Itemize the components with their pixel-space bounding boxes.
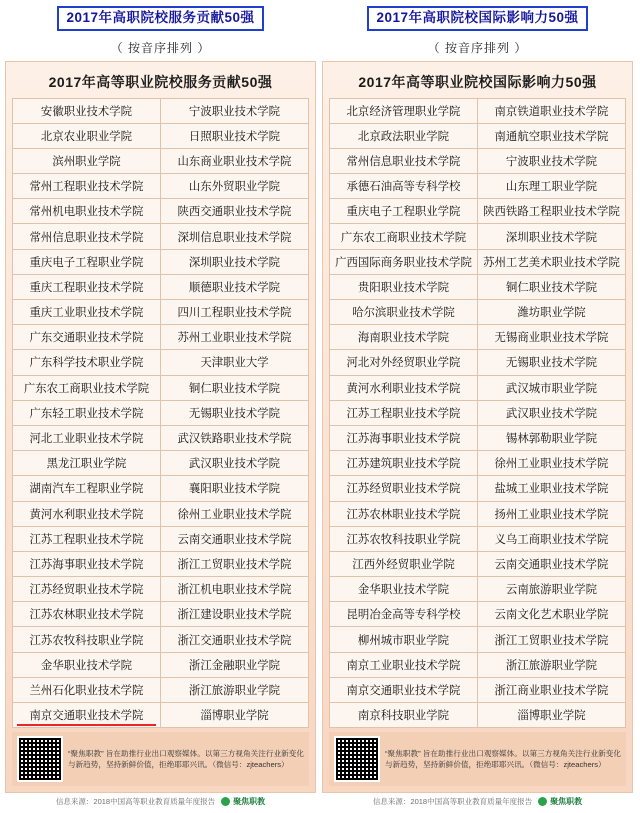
table-row [13, 224, 309, 249]
table-cell: 锡林郭勒职业学院 [478, 425, 626, 450]
table-row [13, 174, 309, 199]
left-banner [5, 6, 316, 31]
table-cell: 无锡职业技术学院 [161, 400, 309, 425]
table-cell: 深圳职业技术学院 [161, 249, 309, 274]
right-card [322, 61, 633, 793]
left-table-body [13, 98, 309, 728]
left-footer-text: “聚焦职教” 旨在助推行业出口观察媒体。以第三方视角关注行业新变化与新趋势，坚持新鲜价值，拒绝耶耶兴讯。（微信号：zjteachers） [68, 749, 304, 770]
table-cell: 云南文化艺术职业学院 [478, 602, 626, 627]
table-row [13, 98, 309, 123]
left-credit-source: 信息来源：2018中国高等职业教育质量年度报告 [55, 797, 216, 806]
right-brand-logo [538, 796, 582, 807]
right-table-body [330, 98, 626, 728]
table-row [330, 249, 626, 274]
table-row [13, 400, 309, 425]
table-row [13, 551, 309, 576]
table-cell: 重庆工程职业技术学院 [13, 274, 161, 299]
table-cell: 陕西铁路工程职业技术学院 [478, 199, 626, 224]
table-cell: 潍坊职业学院 [478, 300, 626, 325]
table-row [13, 602, 309, 627]
table-cell: 常州信息职业技术学院 [13, 224, 161, 249]
table-row [330, 375, 626, 400]
table-cell: 宁波职业技术学院 [161, 98, 309, 123]
table-cell: 黄河水利职业技术学院 [13, 501, 161, 526]
left-rank-table [12, 98, 309, 729]
table-cell: 徐州工业职业技术学院 [161, 501, 309, 526]
table-row [13, 325, 309, 350]
table-row [330, 627, 626, 652]
table-row [330, 703, 626, 728]
table-cell: 扬州工业职业技术学院 [478, 501, 626, 526]
table-cell: 昆明冶金高等专科学校 [330, 602, 478, 627]
table-cell: 深圳信息职业技术学院 [161, 224, 309, 249]
left-card [5, 61, 316, 793]
table-row [330, 174, 626, 199]
table-cell: 北京经济管理职业学院 [330, 98, 478, 123]
table-cell: 常州信息职业技术学院 [330, 148, 478, 173]
table-row [13, 148, 309, 173]
table-cell: 常州机电职业技术学院 [13, 199, 161, 224]
panel-international-influence [322, 4, 633, 809]
table-cell: 承德石油高等专科学校 [330, 174, 478, 199]
table-cell: 广东农工商职业技术学院 [13, 375, 161, 400]
right-footer [329, 732, 626, 786]
qr-code-icon[interactable] [17, 736, 63, 782]
table-cell: 广东交通职业技术学院 [13, 325, 161, 350]
table-cell: 江苏工程职业技术学院 [330, 400, 478, 425]
table-cell: 武汉铁路职业技术学院 [161, 425, 309, 450]
table-cell: 南京科技职业学院 [330, 703, 478, 728]
table-cell: 徐州工业职业技术学院 [478, 451, 626, 476]
table-row [13, 501, 309, 526]
table-cell: 山东外贸职业学院 [161, 174, 309, 199]
table-cell: 江苏经贸职业技术学院 [330, 476, 478, 501]
table-cell: 云南旅游职业学院 [478, 577, 626, 602]
table-cell: 武汉城市职业学院 [478, 375, 626, 400]
right-rank-table [329, 98, 626, 729]
table-row [330, 400, 626, 425]
table-cell: 重庆电子工程职业学院 [330, 199, 478, 224]
qr-code-icon[interactable] [334, 736, 380, 782]
table-row [330, 652, 626, 677]
table-row [13, 703, 309, 728]
table-cell: 苏州工艺美术职业技术学院 [478, 249, 626, 274]
left-brand-text: 聚焦职教 [233, 797, 266, 806]
table-row [13, 627, 309, 652]
table-cell: 金华职业技术学院 [330, 577, 478, 602]
table-cell: 武汉职业技术学院 [161, 451, 309, 476]
table-row [13, 375, 309, 400]
table-cell: 重庆电子工程职业学院 [13, 249, 161, 274]
table-row [330, 199, 626, 224]
table-row [13, 199, 309, 224]
table-cell: 南京交通职业技术学院 [330, 677, 478, 702]
table-row [330, 350, 626, 375]
table-cell: 广东农工商职业技术学院 [330, 224, 478, 249]
table-cell: 淄博职业学院 [161, 703, 309, 728]
right-banner [322, 6, 633, 31]
table-row [330, 98, 626, 123]
table-cell: 浙江交通职业技术学院 [161, 627, 309, 652]
brand-dot-icon [221, 797, 230, 806]
table-row [330, 577, 626, 602]
table-cell: 江苏农牧科技职业学院 [13, 627, 161, 652]
table-cell: 江苏海事职业技术学院 [330, 425, 478, 450]
table-cell: 广东科学技术职业学院 [13, 350, 161, 375]
table-cell: 江西外经贸职业学院 [330, 551, 478, 576]
table-row [330, 451, 626, 476]
left-credit [5, 793, 316, 809]
table-cell: 淄博职业学院 [478, 703, 626, 728]
table-row [330, 148, 626, 173]
table-cell: 天津职业大学 [161, 350, 309, 375]
table-cell: 盐城工业职业技术学院 [478, 476, 626, 501]
table-row [13, 274, 309, 299]
right-brand-text: 聚焦职教 [550, 797, 583, 806]
table-cell: 江苏工程职业技术学院 [13, 526, 161, 551]
table-cell: 贵阳职业技术学院 [330, 274, 478, 299]
table-cell: 浙江机电职业技术学院 [161, 577, 309, 602]
table-cell: 陕西交通职业技术学院 [161, 199, 309, 224]
table-row [330, 551, 626, 576]
table-cell: 江苏农林职业技术学院 [13, 602, 161, 627]
left-footer [12, 732, 309, 786]
right-card-title: 2017年高等职业院校国际影响力50强 [358, 73, 597, 90]
table-row [13, 526, 309, 551]
table-cell: 滨州职业学院 [13, 148, 161, 173]
table-row [330, 325, 626, 350]
table-row [330, 224, 626, 249]
table-cell: 山东理工职业学院 [478, 174, 626, 199]
table-cell: 安徽职业技术学院 [13, 98, 161, 123]
table-row [330, 677, 626, 702]
table-cell: 浙江建设职业技术学院 [161, 602, 309, 627]
table-row [13, 476, 309, 501]
table-row [13, 300, 309, 325]
table-cell: 浙江金融职业学院 [161, 652, 309, 677]
table-cell: 浙江旅游职业学院 [478, 652, 626, 677]
left-card-title: 2017年高等职业院校服务贡献50强 [48, 73, 273, 90]
table-cell: 铜仁职业技术学院 [161, 375, 309, 400]
left-banner-text: 2017年高职院校服务贡献50强 [57, 6, 263, 31]
table-row [13, 652, 309, 677]
left-subtitle: （ 按音序排列 ） [110, 40, 211, 55]
table-cell: 黑龙江职业学院 [13, 451, 161, 476]
table-cell: 浙江工贸职业技术学院 [161, 551, 309, 576]
table-row [13, 350, 309, 375]
table-cell: 河北对外经贸职业学院 [330, 350, 478, 375]
table-cell: 黄河水利职业技术学院 [330, 375, 478, 400]
table-row [330, 602, 626, 627]
table-cell: 江苏农牧科技职业学院 [330, 526, 478, 551]
table-row [330, 526, 626, 551]
table-row [13, 425, 309, 450]
table-row [13, 577, 309, 602]
table-cell: 江苏海事职业技术学院 [13, 551, 161, 576]
table-cell: 金华职业技术学院 [13, 652, 161, 677]
right-footer-text: “聚焦职教” 旨在助推行业出口观察媒体。以第三方视角关注行业新变化与新趋势，坚持新鲜价值，拒绝耶耶兴讯。（微信号：zjteachers） [385, 749, 621, 770]
table-cell: 哈尔滨职业技术学院 [330, 300, 478, 325]
table-cell: 海南职业技术学院 [330, 325, 478, 350]
table-cell: 南京铁道职业技术学院 [478, 98, 626, 123]
table-cell: 柳州城市职业学院 [330, 627, 478, 652]
table-cell: 兰州石化职业技术学院 [13, 677, 161, 702]
table-cell: 云南交通职业技术学院 [161, 526, 309, 551]
table-cell: 日照职业技术学院 [161, 123, 309, 148]
table-cell: 无锡职业技术学院 [478, 350, 626, 375]
table-row [13, 677, 309, 702]
table-row [13, 123, 309, 148]
table-cell: 江苏经贸职业技术学院 [13, 577, 161, 602]
table-cell: 南通航空职业技术学院 [478, 123, 626, 148]
table-cell: 深圳职业技术学院 [478, 224, 626, 249]
table-cell: 河北工业职业技术学院 [13, 425, 161, 450]
table-cell: 南京工业职业技术学院 [330, 652, 478, 677]
table-cell: 义乌工商职业技术学院 [478, 526, 626, 551]
panel-service-contribution [5, 4, 316, 809]
table-cell: 襄阳职业技术学院 [161, 476, 309, 501]
right-credit [322, 793, 633, 809]
table-cell: 云南交通职业技术学院 [478, 551, 626, 576]
table-cell: 浙江商业职业技术学院 [478, 677, 626, 702]
table-cell: 广东轻工职业技术学院 [13, 400, 161, 425]
table-cell: 四川工程职业技术学院 [161, 300, 309, 325]
table-cell: 浙江旅游职业学院 [161, 677, 309, 702]
table-cell: 湖南汽车工程职业学院 [13, 476, 161, 501]
right-credit-source: 信息来源：2018中国高等职业教育质量年度报告 [372, 797, 533, 806]
table-cell: 江苏建筑职业技术学院 [330, 451, 478, 476]
table-cell: 重庆工业职业技术学院 [13, 300, 161, 325]
table-cell: 苏州工业职业技术学院 [161, 325, 309, 350]
table-row [13, 249, 309, 274]
table-cell: 无锡商业职业技术学院 [478, 325, 626, 350]
table-cell: 浙江工贸职业技术学院 [478, 627, 626, 652]
right-subtitle: （ 按音序排列 ） [427, 40, 528, 55]
table-cell: 山东商业职业技术学院 [161, 148, 309, 173]
table-cell: 北京农业职业学院 [13, 123, 161, 148]
table-row [13, 451, 309, 476]
table-cell: 广西国际商务职业技术学院 [330, 249, 478, 274]
right-banner-text: 2017年高职院校国际影响力50强 [367, 6, 587, 31]
table-row [330, 425, 626, 450]
table-cell: 常州工程职业技术学院 [13, 174, 161, 199]
table-cell: 南京交通职业技术学院 [13, 703, 161, 728]
table-row [330, 300, 626, 325]
table-row [330, 274, 626, 299]
table-cell: 宁波职业技术学院 [478, 148, 626, 173]
table-cell: 铜仁职业技术学院 [478, 274, 626, 299]
table-cell: 江苏农林职业技术学院 [330, 501, 478, 526]
table-row [330, 476, 626, 501]
table-row [330, 501, 626, 526]
table-cell: 北京政法职业学院 [330, 123, 478, 148]
brand-dot-icon [538, 797, 547, 806]
table-row [330, 123, 626, 148]
table-cell: 武汉职业技术学院 [478, 400, 626, 425]
left-brand-logo [221, 796, 265, 807]
table-cell: 顺德职业技术学院 [161, 274, 309, 299]
